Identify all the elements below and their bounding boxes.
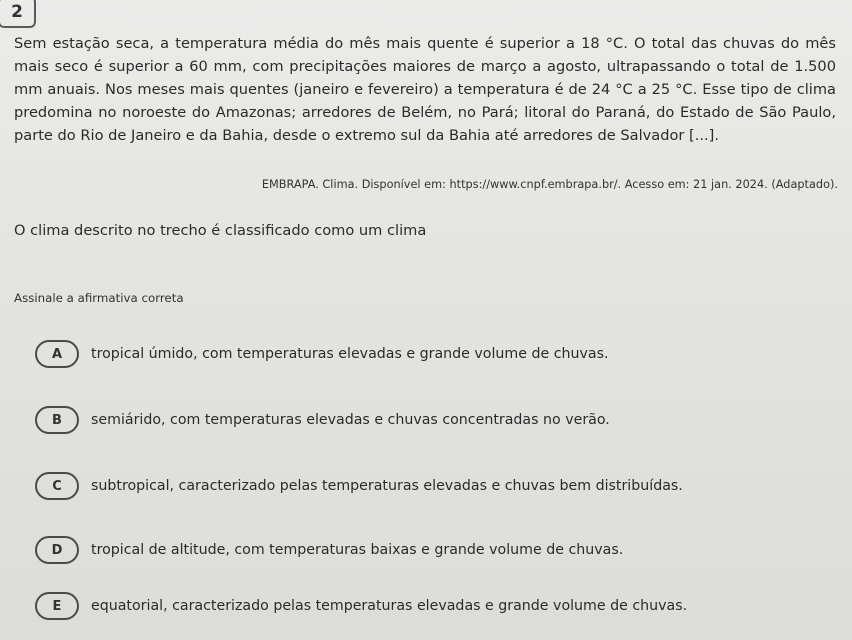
question-prompt: O clima descrito no trecho é classificado como um clima — [14, 222, 427, 239]
instruction-text: Assinale a afirmativa correta — [14, 291, 184, 305]
option-c-letter[interactable]: C — [35, 472, 79, 500]
option-a[interactable] — [35, 339, 608, 369]
option-b-text: semiárido, com temperaturas elevadas e chuvas concentradas no verão. — [91, 412, 610, 428]
option-e-text: equatorial, caracterizado pelas temperaturas elevadas e grande volume de chuvas. — [91, 598, 688, 614]
option-d[interactable] — [35, 535, 623, 565]
option-d-text: tropical de altitude, com temperaturas baixas e grande volume de chuvas. — [91, 542, 624, 558]
option-e[interactable] — [35, 591, 687, 621]
source-citation: EMBRAPA. Clima. Disponível em: https://www.cnpf.embrapa.br/. Acesso em: 21 jan. 2024. (Adaptado). — [261, 178, 838, 191]
option-a-letter[interactable]: A — [35, 340, 79, 368]
option-b[interactable] — [35, 405, 610, 435]
option-d-letter[interactable]: D — [35, 536, 79, 564]
question-number: 2 — [0, 0, 36, 28]
option-b-letter[interactable]: B — [35, 406, 79, 434]
option-c[interactable] — [35, 471, 683, 501]
question-stem: Sem estação seca, a temperatura média do mês mais quente é superior a 18 °C. O total das chuvas do mês mais seco é superior a 60 mm, com precipitações maiores de março a agosto, ultrapassando o total de 1.500 mm anuais. Nos meses mais quentes (janeiro e fevereiro) a temperatura é de 24 °C a 25 °C. Esse tipo de clima predomina no noroeste do Amazonas; arredores de Belém, no Pará; litoral do Paraná, do Estado de São Paulo, parte do Rio de Janeiro e da Bahia, desde o extremo sul da Bahia até arredores de Salvador [...]. — [14, 35, 836, 144]
option-e-letter[interactable]: E — [35, 592, 79, 620]
option-c-text: subtropical, caracterizado pelas temperaturas elevadas e chuvas bem distribuídas. — [91, 478, 683, 494]
option-a-text: tropical úmido, com temperaturas elevadas e grande volume de chuvas. — [91, 346, 609, 362]
